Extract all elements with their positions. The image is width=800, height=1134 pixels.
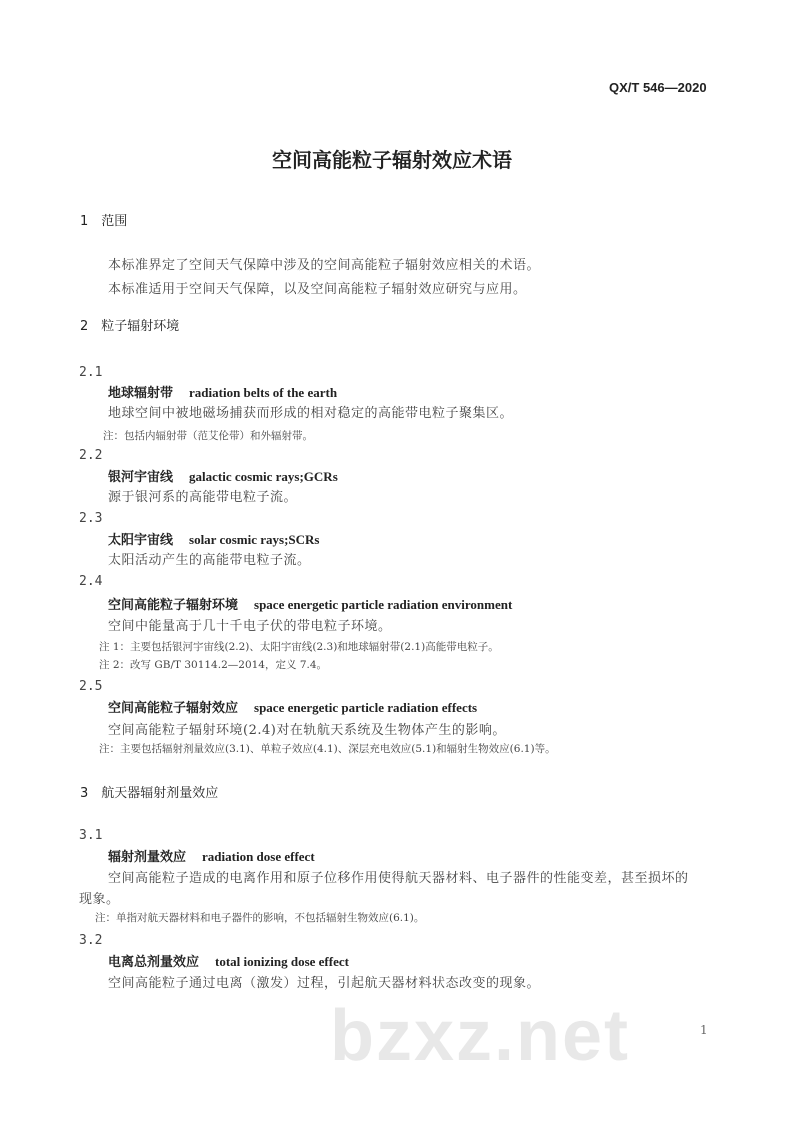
term-zh: 空间高能粒子辐射环境 (108, 598, 239, 613)
term-number: 2.3 (79, 511, 103, 526)
section-heading: 2 粒子辐射环境 (80, 319, 180, 334)
term-definition: 地球空间中被地磁场捕获而形成的相对稳定的高能带电粒子聚集区。 (108, 406, 514, 421)
term-definition-continued: 现象。 (79, 892, 120, 907)
term-entry (108, 533, 320, 547)
paragraph: 本标准适用于空间天气保障，以及空间高能粒子辐射效应研究与应用。 (108, 282, 527, 297)
term-en: space energetic particle radiation effects (254, 700, 478, 715)
term-definition: 空间高能粒子造成的电离作用和原子位移作用使得航天器材料、电子器件的性能变差，甚至损坏的 (108, 871, 689, 886)
term-number: 2.5 (79, 679, 103, 694)
term-definition: 太阳活动产生的高能带电粒子流。 (108, 553, 311, 568)
term-en: radiation dose effect (202, 849, 315, 864)
term-number: 2.1 (79, 365, 103, 380)
watermark: bzxz.net (330, 996, 631, 1076)
term-number: 3.2 (79, 933, 103, 948)
term-definition: 空间高能粒子通过电离（激发）过程，引起航天器材料状态改变的现象。 (108, 976, 541, 991)
section-heading: 3 航天器辐射剂量效应 (80, 786, 219, 801)
term-entry (108, 598, 512, 612)
term-zh: 银河宇宙线 (108, 470, 174, 485)
term-note: 注：单指对航天器材料和电子器件的影响，不包括辐射生物效应(6.1)。 (95, 912, 425, 924)
term-zh: 太阳宇宙线 (108, 533, 174, 548)
page-title: 空间高能粒子辐射效应术语 (272, 148, 512, 172)
term-zh: 辐射剂量效应 (108, 850, 187, 865)
term-en: total ionizing dose effect (215, 954, 349, 969)
term-en: radiation belts of the earth (189, 385, 338, 400)
term-number: 2.2 (79, 448, 103, 463)
term-entry (108, 850, 315, 864)
term-entry (108, 386, 337, 400)
term-definition: 源于银河系的高能带电粒子流。 (108, 490, 298, 505)
term-definition: 空间高能粒子辐射环境(2.4)对在轨航天系统及生物体产生的影响。 (108, 723, 506, 738)
term-en: solar cosmic rays;SCRs (189, 532, 320, 547)
term-note: 注 2：改写 GB/T 30114.2—2014，定义 7.4。 (99, 659, 328, 671)
section-heading: 1 范围 (80, 214, 128, 229)
standard-number: QX/T 546—2020 (609, 80, 707, 95)
term-zh: 地球辐射带 (108, 386, 174, 401)
term-note: 注：包括内辐射带（范艾伦带）和外辐射带。 (103, 430, 313, 442)
term-number: 3.1 (79, 828, 103, 843)
paragraph: 本标准界定了空间天气保障中涉及的空间高能粒子辐射效应相关的术语。 (108, 258, 541, 273)
term-note: 注：主要包括辐射剂量效应(3.1)、单粒子效应(4.1)、深层充电效应(5.1)和辐射生物效应(6.1)等。 (99, 743, 556, 755)
term-number: 2.4 (79, 574, 103, 589)
page-number: 1 (700, 1023, 708, 1037)
term-entry (108, 955, 349, 969)
term-zh: 空间高能粒子辐射效应 (108, 701, 239, 716)
term-note: 注 1：主要包括银河宇宙线(2.2)、太阳宇宙线(2.3)和地球辐射带(2.1)高能带电粒子。 (99, 641, 499, 653)
term-entry (108, 701, 477, 715)
term-definition: 空间中能量高于几十千电子伏的带电粒子环境。 (108, 619, 392, 634)
term-zh: 电离总剂量效应 (108, 955, 200, 970)
term-entry (108, 470, 338, 484)
term-en: space energetic particle radiation environment (254, 597, 513, 612)
term-en: galactic cosmic rays;GCRs (189, 469, 338, 484)
